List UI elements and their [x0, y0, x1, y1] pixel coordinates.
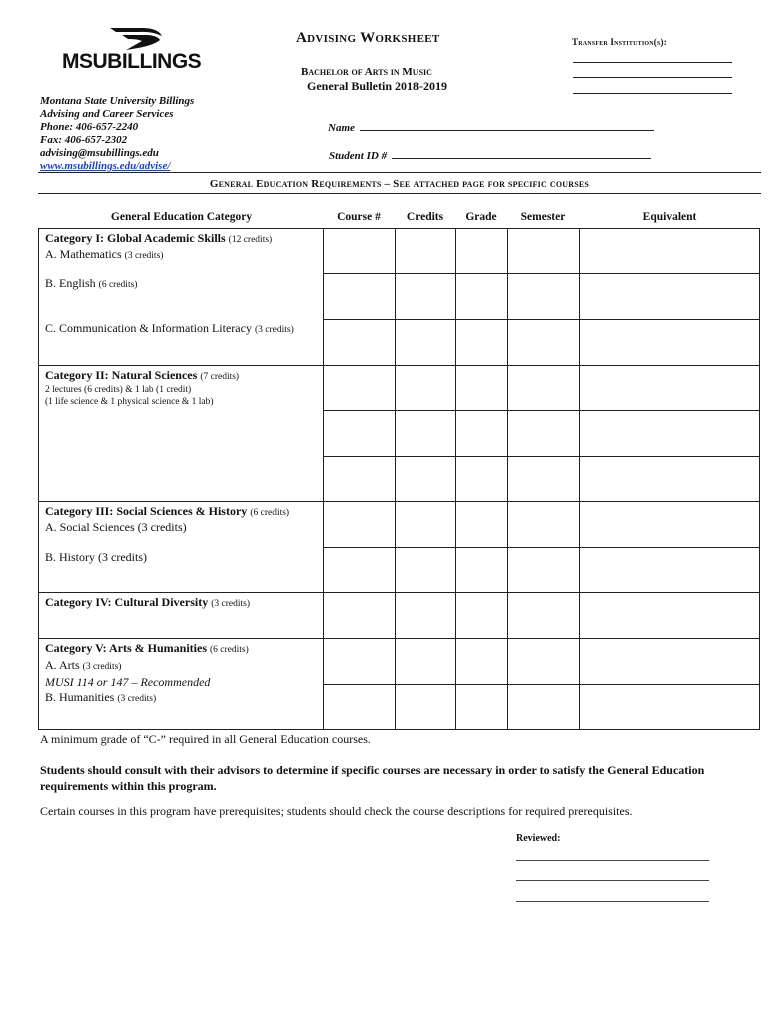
row-divider — [323, 547, 760, 548]
category-credits: (6 credits) — [250, 508, 290, 518]
subcategory-label: A. Arts — [45, 658, 80, 672]
section-heading: General Education Requirements – See attached page for specific courses — [209, 178, 590, 190]
bulletin-year: General Bulletin 2018-2019 — [307, 79, 447, 93]
category-credits: (12 credits) — [228, 235, 273, 245]
row-divider — [323, 319, 760, 320]
column-header-equivalent: Equivalent — [642, 211, 697, 223]
website-link[interactable]: www.msubillings.edu/advise/ — [40, 160, 171, 172]
column-divider — [579, 228, 580, 730]
contact-block — [40, 95, 194, 173]
program-name: Bachelor of Arts in Music — [301, 66, 432, 78]
recommendation-note: MUSI 114 or 147 – Recommended — [45, 675, 211, 689]
category-5-block — [45, 641, 249, 707]
prerequisite-note: Certain courses in this program have prerequisites; students should check the course descriptions for required prerequisites. — [40, 804, 633, 818]
category-detail: (1 life science & 1 physical science & 1 lab) — [45, 397, 214, 407]
subcategory-credits: (3 credits) — [82, 662, 122, 672]
advisor-consult-note: Students should consult with their advisors to determine if specific courses are necessary in order to satisfy the General Education requirements within this program. — [40, 763, 705, 793]
row-divider — [323, 410, 760, 411]
category-title: Category II: Natural Sciences — [45, 368, 198, 382]
subcategory-label: B. English — [45, 276, 96, 290]
column-header-grade: Grade — [465, 211, 497, 223]
row-divider — [38, 638, 760, 639]
reviewer-signature-field[interactable] — [516, 860, 709, 861]
subcategory-label: B. Humanities — [45, 690, 115, 704]
column-divider — [455, 228, 456, 730]
row-divider — [38, 365, 760, 366]
student-id-label: Student ID # — [329, 150, 388, 162]
email-text: advising@msubillings.edu — [40, 147, 159, 159]
phone-text: Phone: 406-657-2240 — [40, 121, 139, 133]
transfer-institution-field[interactable] — [573, 93, 732, 94]
subcategory-english — [45, 276, 137, 292]
row-divider — [323, 456, 760, 457]
column-header-course: Course # — [337, 211, 381, 223]
transfer-institution-field[interactable] — [573, 62, 732, 63]
page-title: Advising Worksheet — [296, 30, 440, 46]
student-name-field[interactable] — [360, 120, 654, 131]
reviewed-label: Reviewed: — [516, 833, 561, 844]
student-name-label: Name — [328, 122, 355, 134]
student-name-row — [328, 120, 654, 134]
logo-text: MSUBILLINGS — [62, 50, 202, 73]
category-credits: (6 credits) — [210, 645, 249, 655]
column-header-semester: Semester — [520, 211, 566, 223]
subcategory-label: B. History (3 credits) — [45, 550, 147, 564]
column-header-credits: Credits — [406, 211, 444, 223]
column-divider — [507, 228, 508, 730]
column-divider — [395, 228, 396, 730]
reviewer-signature-field[interactable] — [516, 901, 709, 902]
row-divider — [323, 684, 760, 685]
transfer-institutions-label: Transfer Institution(s): — [572, 37, 667, 47]
category-1-block — [45, 231, 272, 263]
category-credits: (7 credits) — [200, 372, 240, 382]
category-2-block — [45, 368, 239, 408]
subcategory-label: C. Communication & Information Literacy — [45, 321, 252, 335]
category-detail: 2 lectures (6 credits) & 1 lab (1 credit) — [45, 385, 192, 395]
column-divider — [323, 228, 324, 730]
category-3-block — [45, 504, 289, 534]
office-name: Advising and Career Services — [40, 108, 174, 120]
subcategory-communication — [45, 321, 294, 337]
reviewer-signature-field[interactable] — [516, 880, 709, 881]
subcategory-label: A. Mathematics — [45, 247, 122, 261]
fax-text: Fax: 406-657-2302 — [40, 134, 128, 146]
subcategory-credits: (3 credits) — [124, 251, 164, 261]
divider — [38, 193, 761, 194]
category-title: Category I: Global Academic Skills — [45, 231, 226, 245]
category-title: Category IV: Cultural Diversity — [45, 595, 209, 609]
category-title: Category III: Social Sciences & History — [45, 504, 248, 518]
student-id-field[interactable] — [392, 148, 651, 159]
row-divider — [323, 273, 760, 274]
category-4-block — [45, 595, 250, 611]
subcategory-label: A. Social Sciences (3 credits) — [45, 520, 187, 534]
divider — [38, 172, 761, 173]
subcategory-credits: (3 credits) — [117, 694, 157, 704]
student-id-row — [329, 148, 651, 162]
column-header-category: General Education Category — [110, 211, 253, 223]
category-credits: (3 credits) — [211, 599, 250, 609]
minimum-grade-note: A minimum grade of “C-” required in all General Education courses. — [40, 732, 371, 746]
row-divider — [38, 592, 760, 593]
category-title: Category V: Arts & Humanities — [45, 641, 207, 655]
transfer-institution-field[interactable] — [573, 77, 732, 78]
msu-billings-logo-icon — [108, 24, 164, 52]
subcategory-credits: (3 credits) — [254, 325, 294, 335]
institution-name: Montana State University Billings — [40, 95, 195, 107]
subcategory-credits: (6 credits) — [98, 280, 138, 290]
row-divider — [38, 501, 760, 502]
